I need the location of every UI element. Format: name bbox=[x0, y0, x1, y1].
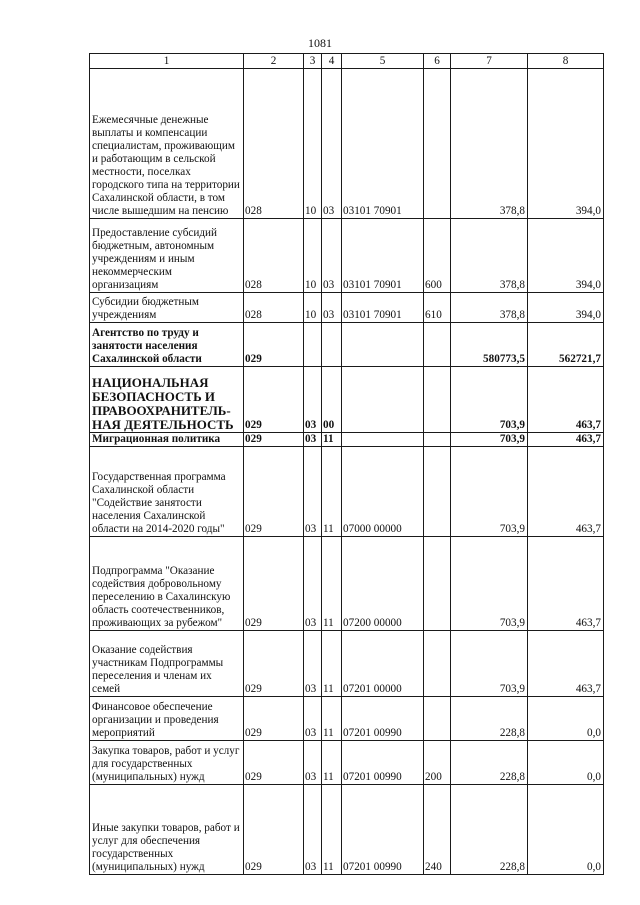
amount-col8: 562721,7 bbox=[528, 323, 604, 367]
amount-col7: 228,8 bbox=[451, 741, 528, 785]
expense-type-code bbox=[424, 697, 451, 741]
expense-type-code: 200 bbox=[424, 741, 451, 785]
section-code: 03 bbox=[304, 741, 322, 785]
subsection-code: 03 bbox=[322, 219, 342, 293]
header-cell: 4 bbox=[322, 54, 342, 69]
target-article-code: 07200 00000 bbox=[342, 537, 424, 631]
row-name: Субсидии бюджетным учреждениям bbox=[90, 293, 244, 323]
amount-col8: 0,0 bbox=[528, 785, 604, 875]
amount-col8: 394,0 bbox=[528, 293, 604, 323]
table-row bbox=[90, 741, 604, 785]
section-code: 10 bbox=[304, 293, 322, 323]
amount-col7: 703,9 bbox=[451, 367, 528, 433]
subsection-code: 11 bbox=[322, 537, 342, 631]
budget-table bbox=[89, 53, 604, 875]
target-article-code: 03101 70901 bbox=[342, 219, 424, 293]
expense-type-code: 610 bbox=[424, 293, 451, 323]
table-row bbox=[90, 293, 604, 323]
ved-code: 029 bbox=[244, 785, 304, 875]
table-row bbox=[90, 785, 604, 875]
table-row bbox=[90, 367, 604, 433]
header-cell: 7 bbox=[451, 54, 528, 69]
header-cell: 1 bbox=[90, 54, 244, 69]
target-article-code: 07201 00990 bbox=[342, 785, 424, 875]
table-row bbox=[90, 323, 604, 367]
section-code: 03 bbox=[304, 631, 322, 697]
expense-type-code bbox=[424, 447, 451, 537]
row-name: Финансовое обеспечение организации и проведения мероприятий bbox=[90, 697, 244, 741]
table-row bbox=[90, 537, 604, 631]
ved-code: 028 bbox=[244, 219, 304, 293]
header-cell: 3 bbox=[304, 54, 322, 69]
amount-col8: 463,7 bbox=[528, 537, 604, 631]
table-row bbox=[90, 219, 604, 293]
ved-code: 029 bbox=[244, 741, 304, 785]
row-name: НАЦИОНАЛЬНАЯ БЕЗОПАСНОСТЬ И ПРАВООХРАНИТЕЛЬ-НАЯ ДЕЯТЕЛЬНОСТЬ bbox=[90, 367, 244, 433]
target-article-code: 07000 00000 bbox=[342, 447, 424, 537]
subsection-code: 03 bbox=[322, 293, 342, 323]
section-code bbox=[304, 323, 322, 367]
subsection-code: 11 bbox=[322, 433, 342, 447]
header-row bbox=[90, 54, 604, 69]
row-name: Иные закупки товаров, работ и услуг для обеспечения государственных (муниципальных) нужд bbox=[90, 785, 244, 875]
amount-col7: 378,8 bbox=[451, 293, 528, 323]
ved-code: 029 bbox=[244, 367, 304, 433]
row-name: Государственная программа Сахалинской области "Содействие занятости населения Сахалинской области на 2014-2020 годы" bbox=[90, 447, 244, 537]
row-name: Оказание содействия участникам Подпрограммы переселения и членам их семей bbox=[90, 631, 244, 697]
subsection-code: 00 bbox=[322, 367, 342, 433]
amount-col7: 703,9 bbox=[451, 433, 528, 447]
expense-type-code bbox=[424, 631, 451, 697]
subsection-code: 11 bbox=[322, 447, 342, 537]
header-cell: 8 bbox=[528, 54, 604, 69]
section-code: 03 bbox=[304, 785, 322, 875]
subsection-code: 11 bbox=[322, 697, 342, 741]
target-article-code: 03101 70901 bbox=[342, 69, 424, 219]
page-number: 1081 bbox=[308, 36, 332, 50]
amount-col8: 0,0 bbox=[528, 741, 604, 785]
target-article-code bbox=[342, 323, 424, 367]
ved-code: 029 bbox=[244, 537, 304, 631]
ved-code: 029 bbox=[244, 433, 304, 447]
table-row bbox=[90, 433, 604, 447]
amount-col7: 228,8 bbox=[451, 697, 528, 741]
amount-col7: 703,9 bbox=[451, 537, 528, 631]
target-article-code: 07201 00990 bbox=[342, 697, 424, 741]
header-cell: 5 bbox=[342, 54, 424, 69]
section-code: 03 bbox=[304, 367, 322, 433]
expense-type-code bbox=[424, 433, 451, 447]
section-code: 03 bbox=[304, 697, 322, 741]
subsection-code: 11 bbox=[322, 741, 342, 785]
amount-col7: 580773,5 bbox=[451, 323, 528, 367]
table-row bbox=[90, 447, 604, 537]
amount-col8: 463,7 bbox=[528, 631, 604, 697]
header-cell: 2 bbox=[244, 54, 304, 69]
amount-col8: 394,0 bbox=[528, 219, 604, 293]
ved-code: 029 bbox=[244, 697, 304, 741]
row-name: Агентство по труду и занятости населения Сахалинской области bbox=[90, 323, 244, 367]
amount-col7: 703,9 bbox=[451, 631, 528, 697]
section-code: 03 bbox=[304, 447, 322, 537]
subsection-code: 11 bbox=[322, 631, 342, 697]
amount-col7: 378,8 bbox=[451, 69, 528, 219]
ved-code: 029 bbox=[244, 323, 304, 367]
row-name: Миграционная политика bbox=[90, 433, 244, 447]
amount-col8: 463,7 bbox=[528, 447, 604, 537]
expense-type-code bbox=[424, 537, 451, 631]
target-article-code: 07201 00000 bbox=[342, 631, 424, 697]
ved-code: 028 bbox=[244, 69, 304, 219]
ved-code: 029 bbox=[244, 631, 304, 697]
amount-col8: 394,0 bbox=[528, 69, 604, 219]
amount-col7: 378,8 bbox=[451, 219, 528, 293]
section-code: 03 bbox=[304, 537, 322, 631]
section-code: 03 bbox=[304, 433, 322, 447]
target-article-code bbox=[342, 433, 424, 447]
expense-type-code: 240 bbox=[424, 785, 451, 875]
expense-type-code bbox=[424, 69, 451, 219]
amount-col8: 0,0 bbox=[528, 697, 604, 741]
target-article-code: 07201 00990 bbox=[342, 741, 424, 785]
table-row bbox=[90, 697, 604, 741]
amount-col8: 463,7 bbox=[528, 367, 604, 433]
row-name: Закупка товаров, работ и услуг для государственных (муниципальных) нужд bbox=[90, 741, 244, 785]
target-article-code: 03101 70901 bbox=[342, 293, 424, 323]
ved-code: 028 bbox=[244, 293, 304, 323]
row-name: Подпрограмма "Оказание содействия добровольному переселению в Сахалинскую область соотечественников, проживающих за рубежом" bbox=[90, 537, 244, 631]
expense-type-code bbox=[424, 323, 451, 367]
subsection-code bbox=[322, 323, 342, 367]
subsection-code: 11 bbox=[322, 785, 342, 875]
amount-col7: 703,9 bbox=[451, 447, 528, 537]
target-article-code bbox=[342, 367, 424, 433]
subsection-code: 03 bbox=[322, 69, 342, 219]
expense-type-code: 600 bbox=[424, 219, 451, 293]
section-code: 10 bbox=[304, 69, 322, 219]
header-cell: 6 bbox=[424, 54, 451, 69]
section-code: 10 bbox=[304, 219, 322, 293]
amount-col8: 463,7 bbox=[528, 433, 604, 447]
row-name: Предоставление субсидий бюджетным, автономным учреждениям и иным некоммерческим организациям bbox=[90, 219, 244, 293]
row-name: Ежемесячные денежные выплаты и компенсации специалистам, проживающим и работающим в сельской местности, поселках городского типа на территории Сахалинской области, в том числе вышедшим на пенсию bbox=[90, 69, 244, 219]
table-row bbox=[90, 631, 604, 697]
expense-type-code bbox=[424, 367, 451, 433]
ved-code: 029 bbox=[244, 447, 304, 537]
amount-col7: 228,8 bbox=[451, 785, 528, 875]
table-row bbox=[90, 69, 604, 219]
